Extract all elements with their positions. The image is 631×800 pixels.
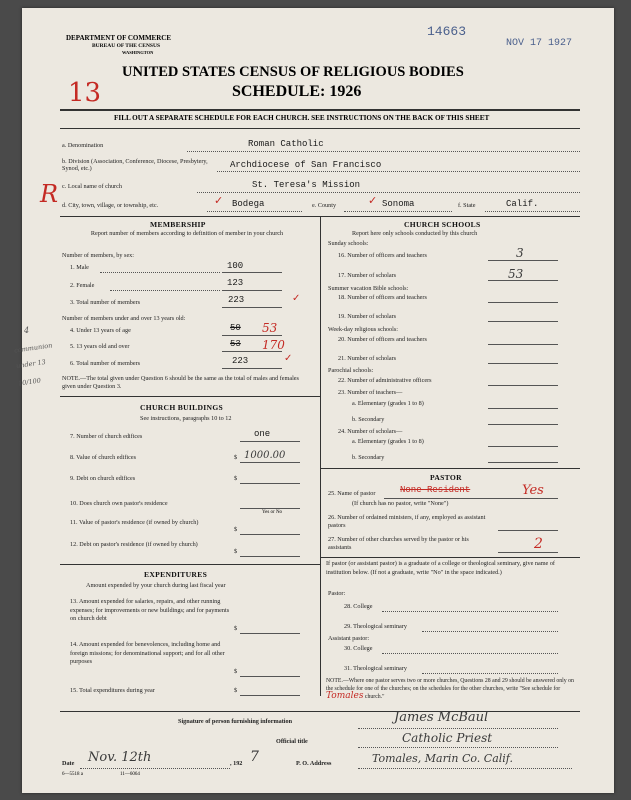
age-label: Number of members under and over 13 years old:	[62, 315, 186, 322]
q24-label: 24. Number of scholars—	[338, 428, 403, 435]
rule	[358, 728, 558, 729]
q1-value: 100	[227, 261, 244, 271]
buildings-heading: CHURCH BUILDINGS	[140, 403, 224, 412]
dollar-sign: $	[234, 454, 238, 461]
rule	[240, 633, 300, 634]
q5-hand-value: 170	[262, 338, 285, 352]
q8-value: 1000.00	[244, 450, 286, 461]
rule	[222, 307, 282, 308]
column-divider	[320, 216, 321, 696]
q11-label: 11. Value of pastor's residence (if owned by church)	[70, 519, 199, 526]
pastor-note-text: NOTE.—Where one pastor serves two or more churches, Questions 28 and 29 should be answered only on the schedule for one of the churches; on the schedules for the other churches, write "See schedule for	[326, 678, 574, 692]
pastor-note	[326, 678, 576, 702]
membership-heading: MEMBERSHIP	[150, 220, 206, 229]
rule	[80, 768, 230, 769]
check-mark: ✓	[368, 195, 378, 207]
q28-label: 28. College	[344, 603, 373, 610]
rule	[240, 441, 300, 442]
date-label: Date	[62, 760, 75, 767]
q23a-label: a. Elementary (grades 1 to 8)	[352, 400, 424, 407]
rule	[382, 611, 558, 612]
rule	[422, 631, 558, 632]
by-sex-label: Number of members, by sex:	[62, 252, 134, 259]
division-label: b. Division (Association, Conference, Diocese, Presbytery, Synod, etc.)	[62, 158, 208, 172]
q23b-label: b. Secondary	[352, 416, 385, 423]
rule	[488, 363, 558, 364]
rule	[240, 695, 300, 696]
q17-label: 17. Number of scholars	[338, 272, 397, 279]
rule	[488, 424, 558, 425]
yes-no-hint: Yes or No	[262, 510, 283, 515]
rule	[358, 768, 572, 769]
q1-label: 1. Male	[70, 264, 89, 271]
rule	[100, 272, 220, 273]
po-address-label: P. O. Address	[296, 760, 332, 767]
signature-label: Signature of person furnishing information	[178, 718, 293, 725]
date-value: Nov. 12th	[88, 750, 152, 765]
year-prefix: , 192	[230, 760, 243, 767]
rule	[382, 653, 558, 654]
q30-label: 30. College	[344, 645, 373, 652]
q24b-label: b. Secondary	[352, 454, 385, 461]
hand-number-13: 13	[68, 78, 102, 108]
q25-label: 25. Name of pastor	[328, 490, 376, 497]
bureau-label: BUREAU OF THE CENSUS	[92, 43, 161, 49]
q27-label: 27. Number of other churches served by the pastor or his assistants	[328, 536, 469, 551]
state-value: Calif.	[506, 199, 539, 209]
buildings-subtitle: See instructions, paragraphs 10 to 12	[140, 415, 232, 422]
margin-note: communion	[13, 341, 53, 355]
census-schedule-form	[13, 8, 614, 793]
q17-value: 53	[508, 267, 524, 281]
rule	[222, 368, 282, 369]
sunday-label: Sunday schools:	[328, 240, 369, 247]
rule	[488, 408, 558, 409]
margin-note: under 13	[15, 357, 47, 371]
rule	[422, 673, 558, 674]
margin-note: 4	[24, 326, 30, 335]
q25-value: Yes	[522, 483, 544, 498]
check-mark: ✓	[214, 195, 224, 207]
q7-value: one	[254, 429, 271, 439]
dollar-sign: $	[234, 625, 238, 632]
q14-label: 14. Amount expended for benevolences, including home and foreign missions; for denominational support; and for all other purposes	[70, 641, 225, 665]
q6-value: 223	[232, 356, 249, 366]
rule	[488, 385, 558, 386]
dollar-sign: $	[234, 668, 238, 675]
q20-label: 20. Number of officers and teachers	[338, 336, 427, 343]
q8-label: 8. Value of church edifices	[70, 454, 137, 461]
city-label: WASHINGTON	[122, 50, 154, 55]
q13-label: 13. Amount expended for salaries, repairs, and other running expenses; for improvements or new buildings; and for payments on church debt	[70, 598, 230, 622]
q25-struck-value: None Resident	[400, 485, 471, 495]
state-label: f. State	[458, 202, 476, 209]
rule	[60, 109, 580, 111]
rule	[222, 272, 282, 273]
q25-hint: (If church has no pastor, write "None")	[352, 500, 449, 507]
q21-label: 21. Number of scholars	[338, 355, 397, 362]
q22-label: 22. Number of administrative officers	[338, 377, 432, 384]
rule	[358, 747, 558, 748]
rule	[222, 335, 282, 336]
q15-label: 15. Total expenditures during year	[70, 687, 155, 694]
summer-label: Summer vacation Bible schools:	[328, 285, 409, 292]
schools-subtitle: Report here only schools conducted by this church	[352, 230, 478, 237]
q4-value: 50	[230, 323, 241, 333]
q23-label: 23. Number of teachers—	[338, 389, 403, 396]
rule	[240, 556, 300, 557]
q16-label: 16. Number of officers and teachers	[338, 252, 427, 259]
signature-value: James McBaul	[394, 710, 489, 725]
rule	[488, 302, 558, 303]
assistant-sub-label: Assistant pastor:	[328, 635, 370, 642]
q7-label: 7. Number of church edifices	[70, 433, 143, 440]
rule	[384, 498, 558, 499]
rule	[187, 151, 580, 152]
serial-number: 14663	[427, 24, 467, 39]
rule	[240, 462, 300, 463]
rule	[60, 396, 320, 397]
po-address-value: Tomales, Marin Co. Calif.	[372, 752, 513, 765]
dollar-sign: $	[234, 687, 238, 694]
rule	[197, 192, 580, 193]
q18-label: 18. Number of officers and teachers	[338, 294, 427, 301]
q3-value: 223	[228, 295, 245, 305]
check-mark: ✓	[292, 293, 301, 304]
rule	[320, 468, 580, 469]
rule	[498, 530, 558, 531]
rule	[60, 128, 580, 129]
q26-label: 26. Number of ordained ministers, if any, employed as assistant pastors	[328, 514, 486, 529]
pastor-heading: PASTOR	[430, 473, 462, 482]
rule	[485, 211, 580, 212]
expenditures-heading: EXPENDITURES	[144, 570, 208, 579]
denomination-label: a. Denomination	[62, 142, 104, 149]
form-number: 6—5518 a	[62, 772, 83, 777]
rule	[217, 171, 580, 172]
local-name-value: St. Teresa's Mission	[252, 180, 361, 190]
q5-value: 53	[230, 339, 241, 349]
rule	[110, 290, 220, 291]
q2-value: 123	[227, 278, 244, 288]
rule	[222, 290, 282, 291]
schedule-title: SCHEDULE: 1926	[232, 83, 362, 100]
q29-label: 29. Theological seminary	[344, 623, 407, 630]
division-value: Archdiocese of San Francisco	[230, 160, 382, 170]
form-title: UNITED STATES CENSUS OF RELIGIOUS BODIES	[122, 64, 464, 80]
dept-label: DEPARTMENT OF COMMERCE	[66, 34, 172, 42]
rule	[488, 344, 558, 345]
rule	[488, 260, 558, 261]
denomination-value: Roman Catholic	[248, 139, 324, 149]
year-digit: 7	[250, 749, 259, 765]
q4-hand-value: 53	[262, 321, 278, 335]
instruction-banner: FILL OUT A SEPARATE SCHEDULE FOR EACH CHURCH. SEE INSTRUCTIONS ON THE BACK OF THIS SHEET	[114, 114, 490, 122]
rule	[488, 462, 558, 463]
rule	[344, 211, 452, 212]
rule	[60, 711, 580, 712]
rule	[320, 557, 580, 558]
q6-label: 6. Total number of members	[70, 360, 141, 367]
graduate-instructions: If pastor (or assistant pastor) is a graduate of a college or theological seminary, give name of institution below. (If not a graduate, write "No" in the space indicated.)	[326, 560, 555, 576]
rule	[488, 321, 558, 322]
hand-mark-R: R	[40, 180, 59, 208]
rule	[240, 508, 300, 509]
rule	[498, 552, 558, 553]
q5-label: 5. 13 years old and over	[70, 343, 130, 350]
county-value: Sonoma	[382, 199, 415, 209]
q3-label: 3. Total number of members	[70, 299, 141, 306]
q24a-label: a. Elementary (grades 1 to 8)	[352, 438, 424, 445]
rule	[207, 211, 302, 212]
q10-label: 10. Does church own pastor's residence	[70, 500, 168, 507]
margin-note: 10/100	[17, 376, 42, 388]
q12-label: 12. Debt on pastor's residence (if owned by church)	[70, 541, 198, 548]
q19-label: 19. Number of scholars	[338, 313, 397, 320]
city-label: d. City, town, village, or township, etc.	[62, 202, 159, 209]
check-mark: ✓	[284, 353, 293, 364]
dollar-sign: $	[234, 548, 238, 555]
rule	[240, 483, 300, 484]
county-label: e. County	[312, 202, 337, 209]
local-name-label: c. Local name of church	[62, 183, 122, 190]
q31-label: 31. Theological seminary	[344, 665, 407, 672]
weekday-label: Week-day religious schools:	[328, 326, 398, 333]
expenditures-subtitle: Amount expended by your church during last fiscal year	[86, 582, 226, 589]
q2-label: 2. Female	[70, 282, 95, 289]
city-value: Bodega	[232, 199, 265, 209]
received-stamp: NOV 17 1927	[506, 38, 573, 49]
membership-note: NOTE.—The total given under Question 6 should be the same as the total of males and females given under Question 3.	[62, 375, 299, 390]
form-number-2: 11—6064	[120, 772, 140, 777]
membership-subtitle: Report number of members according to definition of member in your church	[90, 230, 284, 237]
rule	[60, 564, 320, 565]
dollar-sign: $	[234, 526, 238, 533]
schools-heading: CHURCH SCHOOLS	[404, 220, 481, 229]
official-title-value: Catholic Priest	[402, 731, 493, 745]
official-title-label: Official title	[276, 738, 308, 745]
rule	[488, 446, 558, 447]
rule	[240, 676, 300, 677]
parochial-label: Parochial schools:	[328, 367, 374, 374]
rule	[240, 534, 300, 535]
pastor-sub-label: Pastor:	[328, 590, 346, 597]
q27-value: 2	[534, 536, 543, 552]
pastor-note-end: church."	[364, 694, 385, 700]
pastor-note-hand: Tomales	[326, 691, 364, 701]
q4-label: 4. Under 13 years of age	[70, 327, 131, 334]
q9-label: 9. Debt on church edifices	[70, 475, 136, 482]
dollar-sign: $	[234, 475, 238, 482]
q16-value: 3	[516, 246, 524, 260]
